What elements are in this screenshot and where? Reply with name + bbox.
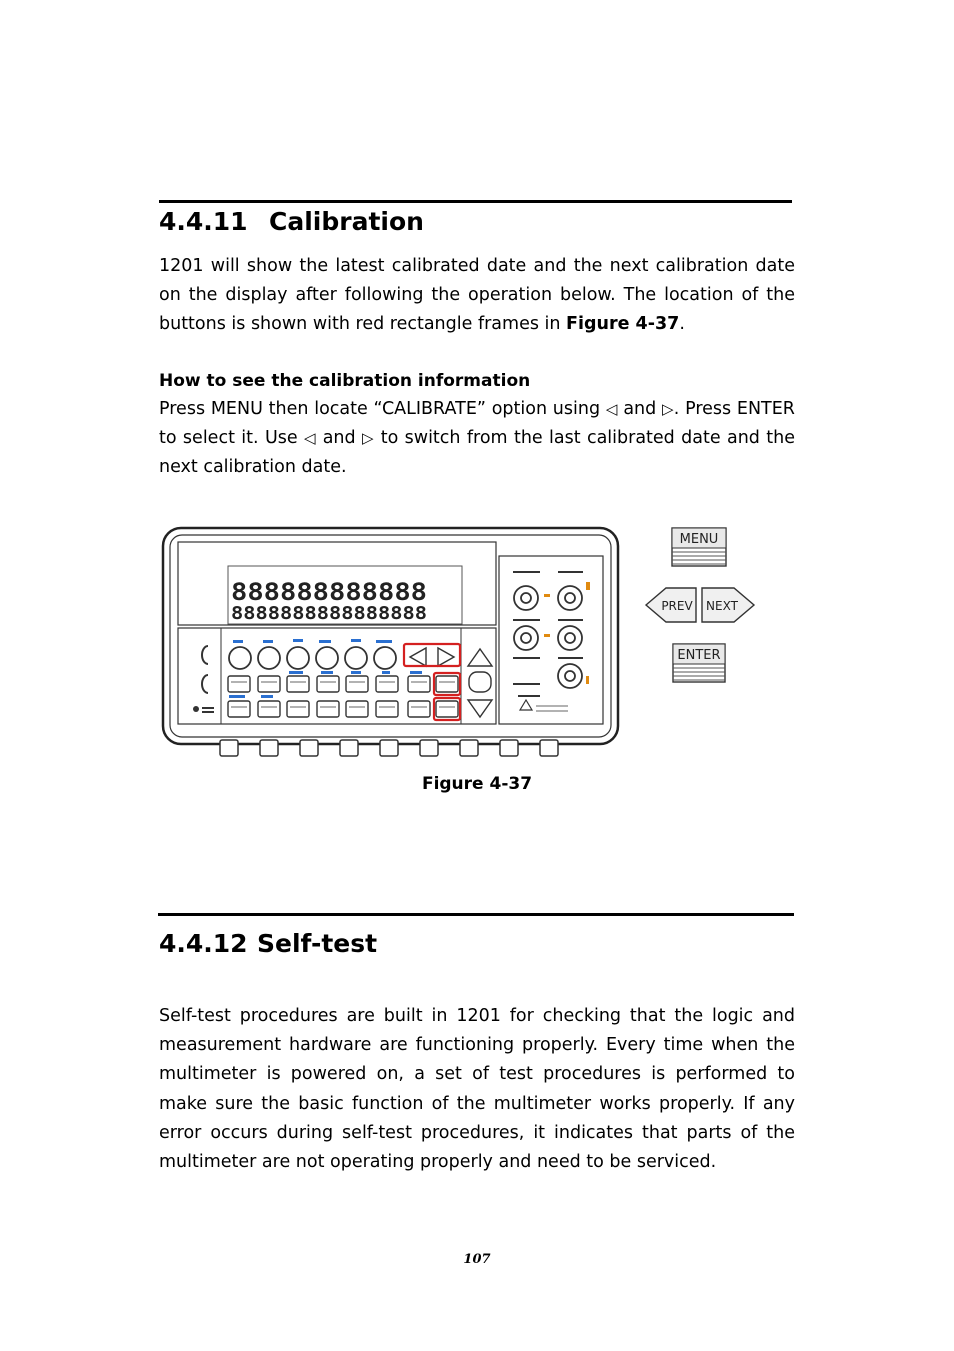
subheading: How to see the calibration information [159, 371, 531, 391]
step-and-1: and [617, 399, 663, 419]
section-heading-calibration [159, 207, 424, 236]
calibration-steps [159, 395, 795, 483]
section-title: Self-test [257, 929, 378, 958]
display-digits-line1: 888888888888 [231, 578, 427, 606]
figure-reference: Figure 4-37 [566, 314, 680, 335]
page-number: 107 [463, 1252, 491, 1267]
prev-button-label: PREV [661, 599, 693, 613]
left-triangle-icon: ◁ [304, 429, 317, 448]
step-text-2: . Press ENTER to select it. Use [159, 399, 795, 449]
left-triangle-icon: ◁ [605, 400, 618, 418]
menu-button-label: MENU [679, 532, 719, 547]
section-rule-top [159, 200, 792, 203]
section-heading-self-test [159, 929, 377, 958]
intro-end: . [679, 314, 685, 335]
next-button-label: NEXT [706, 599, 738, 613]
figure-caption: Figure 4-37 [421, 774, 533, 794]
section-title: Calibration [269, 207, 424, 236]
prev-next-button-icon [646, 588, 754, 622]
display-digits-line2: 8888888888888888 [231, 603, 427, 624]
self-test-body: Self-test procedures are built in 1201 for checking that the logic and measurement hardware are functioning properly. Every time when the multimeter is powered on, a set of test procedures is performed to make sure the basic function of the multimeter works properly. If any error occurs during self-test procedures, it indicates that parts of the multimeter are not operating properly and need to be serviced. [159, 1006, 795, 1173]
step-text-3: to switch from the last calibrated date and the next calibration date. [159, 428, 795, 478]
section-number: 4.4.12 [159, 929, 248, 958]
step-text-1: Press MENU then locate “CALIBRATE” option using [159, 399, 606, 419]
section-number: 4.4.11 [159, 207, 248, 236]
intro-text: 1201 will show the latest calibrated date and the next calibration date on the display after following the operation below. The location of the buttons is shown with red rectangle frames in [159, 256, 795, 335]
calibration-intro [159, 252, 795, 340]
enter-button-icon [673, 644, 725, 682]
step-and-2: and [316, 428, 362, 449]
right-triangle-icon: ▷ [362, 429, 375, 448]
enter-button-label: ENTER [677, 648, 721, 663]
multimeter-front-panel-figure [158, 522, 758, 762]
right-triangle-icon: ▷ [662, 400, 674, 418]
menu-button-icon [672, 528, 726, 566]
section-rule-bottom [158, 913, 794, 916]
